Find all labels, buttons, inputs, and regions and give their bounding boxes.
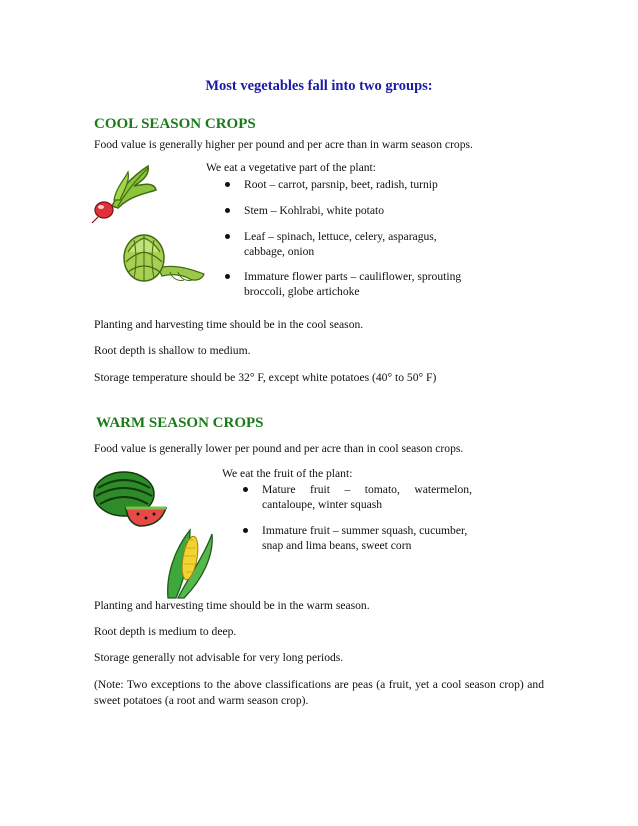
list-item: Leaf – spinach, lettuce, celery, asparagus, cabbage, onion <box>222 229 490 259</box>
warm-intro: We eat the fruit of the plant: <box>222 467 353 480</box>
artichoke-icon <box>118 228 208 288</box>
warm-root-depth: Root depth is medium to deep. <box>94 625 237 638</box>
cool-bullet-list <box>222 177 490 299</box>
list-item: Root – carrot, parsnip, beet, radish, turnip <box>222 177 490 192</box>
cool-root-depth: Root depth is shallow to medium. <box>94 344 251 357</box>
warm-season-heading: WARM SEASON CROPS <box>96 415 264 431</box>
watermelon-icon <box>90 466 170 530</box>
list-item: Immature flower parts – cauliflower, sprouting broccoli, globe artichoke <box>222 269 490 299</box>
list-item: Stem – Kohlrabi, white potato <box>222 203 490 218</box>
cool-intro: We eat a vegetative part of the plant: <box>206 161 376 174</box>
cool-planting: Planting and harvesting time should be in the cool season. <box>94 318 364 331</box>
cool-storage: Storage temperature should be 32° F, except white potatoes (40° to 50° F) <box>94 371 437 384</box>
warm-food-value: Food value is generally lower per pound and per acre than in cool season crops. <box>94 442 464 455</box>
page-title: Most vegetables fall into two groups: <box>205 78 433 94</box>
warm-bullet-list <box>240 482 472 553</box>
cool-food-value: Food value is generally higher per pound and per acre than in warm season crops. <box>94 138 473 151</box>
cool-season-heading: COOL SEASON CROPS <box>94 116 256 132</box>
warm-storage: Storage generally not advisable for very long periods. <box>94 651 344 664</box>
list-item: Immature fruit – summer squash, cucumber, snap and lima beans, sweet corn <box>240 523 472 553</box>
warm-planting: Planting and harvesting time should be in the warm season. <box>94 599 370 612</box>
list-item: Mature fruit – tomato, watermelon, cantaloupe, winter squash <box>240 482 472 512</box>
radish-icon <box>90 160 162 224</box>
corn-icon <box>160 526 216 600</box>
note-paragraph: (Note: Two exceptions to the above classifications are peas (a fruit, yet a cool season crop) and sweet potatoes (a root and warm season crop). <box>94 678 544 707</box>
